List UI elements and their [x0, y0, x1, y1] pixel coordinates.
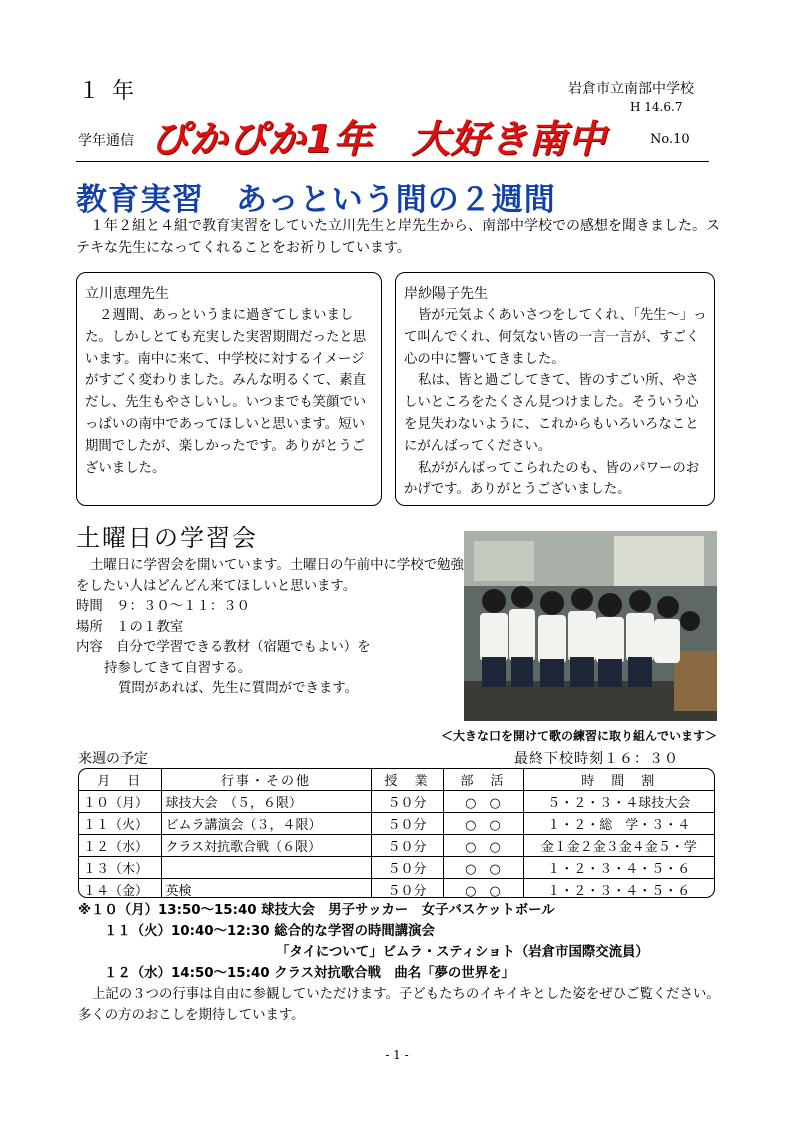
grade-label: １年	[78, 79, 147, 104]
cell-event: ビムラ講演会（３，４限）	[161, 813, 371, 835]
study-session-body	[76, 556, 471, 700]
photo-caption: ＜大きな口を開けて歌の練習に取り組んでいます＞	[440, 729, 717, 743]
article-heading-study-session: 土曜日の学習会	[76, 524, 258, 552]
table-row	[79, 791, 714, 813]
cell-club: ○ ○	[443, 791, 523, 813]
study-session-place: 場所 １の１教室	[76, 619, 184, 635]
issue-date: H 14.6.7	[630, 100, 683, 114]
final-dismissal-time: 最終下校時刻１６：３０	[514, 751, 679, 767]
cell-timetable: １・２・３・４・５・６	[523, 857, 714, 879]
cell-event: 球技大会 （５，６限）	[161, 791, 371, 813]
article-intro: １年２組と４組で教育実習をしていた立川先生と岸先生から、南部中学校での感想を聞きました。ステキな先生になってくれることをお祈りしています。	[76, 218, 720, 256]
event-notes	[78, 900, 723, 1026]
cell-date: １０（月）	[79, 791, 161, 813]
schedule-label: 来週の予定	[78, 751, 148, 767]
cell-class: ５０分	[371, 813, 443, 835]
study-session-content-3: 質問があれば、先生に質問ができます。	[118, 681, 358, 696]
cell-club: ○ ○	[443, 835, 523, 857]
teacher-comment-box-2	[395, 272, 715, 506]
issue-number: No.10	[650, 132, 690, 147]
cell-club: ○ ○	[443, 857, 523, 879]
page-number: - 1 -	[385, 1048, 409, 1062]
teacher-comment-p2: 私は、皆と過ごしてきて、皆のすごい所、やさしいところをたくさん見つけました。そういう心を見失わないように、これからもいろいろなことにがんばってください。	[404, 373, 699, 454]
teacher-comment-box-1	[76, 272, 382, 506]
teacher-comment: ２週間、あっというまに過ぎてしまいました。しかしとても充実した実習期間だったと思います。南中に来て、中学校に対するイメージがすごく変わりました。みんな明るくて、素直だし、先生もやさしいし。いつまでも笑顔でいっぱいの南中であってほしいと思います。短い期間でしたが、楽しかったです。ありがとうございました。	[85, 308, 367, 476]
cell-timetable: １・２・３・４・５・６	[523, 879, 714, 899]
table-row	[79, 835, 714, 857]
teacher-name: 立川恵理先生	[85, 286, 169, 302]
cell-timetable: 金１金２金３金４金５・学	[523, 835, 714, 857]
cell-date: １４（金）	[79, 879, 161, 899]
cell-club: ○ ○	[443, 813, 523, 835]
study-session-content: 内容 自分で学習できる教材（宿題でもよい）を	[76, 640, 371, 655]
cell-event: クラス対抗歌合戦（６限）	[161, 835, 371, 857]
class-singing-photo	[464, 531, 717, 721]
teacher-comment-p3: 私ががんばってこられたのも、皆のパワーのおかげです。ありがとうございました。	[404, 460, 700, 498]
header-club: 部 活	[443, 769, 523, 791]
cell-timetable: ５・２・３・４球技大会	[523, 791, 714, 813]
table-row	[79, 813, 714, 835]
cell-date: １１（火）	[79, 813, 161, 835]
study-session-text: 土曜日に学習会を開いています。土曜日の午前中に学校で勉強をしたい人はどんどん来てほしいと思います。	[76, 558, 464, 594]
cell-class: ５０分	[371, 791, 443, 813]
cell-club: ○ ○	[443, 879, 523, 899]
table-row	[79, 857, 714, 879]
cell-date: １２（水）	[79, 835, 161, 857]
table-row	[79, 879, 714, 899]
school-name: 岩倉市立南部中学校	[568, 81, 694, 97]
cell-class: ５０分	[371, 835, 443, 857]
closing-text: 上記の３つの行事は自由に参観していただけます。子どもたちのイキイキとした姿をぜひご覧ください。多くの方のおこしを期待しています。	[78, 987, 720, 1023]
cell-event	[161, 857, 371, 879]
header-date: 月 日	[79, 769, 161, 791]
study-session-time: 時間 ９：３０～１１：３０	[76, 599, 251, 614]
note-lecture-detail: 「タイについて」ビムラ・スティショト（岩倉市国際交流員）	[276, 945, 649, 960]
teacher-comment-p1: 皆が元気よくあいさつをしてくれ、「先生～」って叫んでくれ、何気ない皆の一言一言が、すごく心の中に響いてきました。	[404, 308, 707, 367]
teacher-name: 岸紗陽子先生	[404, 286, 488, 302]
cell-class: ５０分	[371, 857, 443, 879]
cell-event: 英検	[161, 879, 371, 899]
header-class: 授 業	[371, 769, 443, 791]
note-lecture: １１（火）10:40～12:30 総合的な学習の時間講演会	[104, 924, 435, 939]
header-timetable: 時 間 割	[523, 769, 714, 791]
header-divider	[76, 161, 709, 162]
article-heading-practicum: 教育実習 あっという間の２週間	[76, 182, 556, 218]
note-song-contest: １２（水）14:50～15:40 クラス対抗歌合戦 曲名「夢の世界を」	[104, 966, 515, 981]
newsletter-type: 学年通信	[78, 133, 134, 149]
note-sports-day: ※１０（月）13:50～15:40 球技大会 男子サッカー 女子バスケットボール	[78, 903, 555, 918]
header-event: 行事・その他	[161, 769, 371, 791]
newsletter-title: ぴかぴか1年 大好き南中	[150, 117, 607, 161]
schedule-header-row	[79, 769, 714, 791]
cell-class: ５０分	[371, 879, 443, 899]
cell-timetable: １・２・総 学・３・４	[523, 813, 714, 835]
study-session-content-2: 持参してきて自習する。	[104, 660, 252, 676]
cell-date: １３（木）	[79, 857, 161, 879]
schedule-table	[78, 768, 715, 898]
